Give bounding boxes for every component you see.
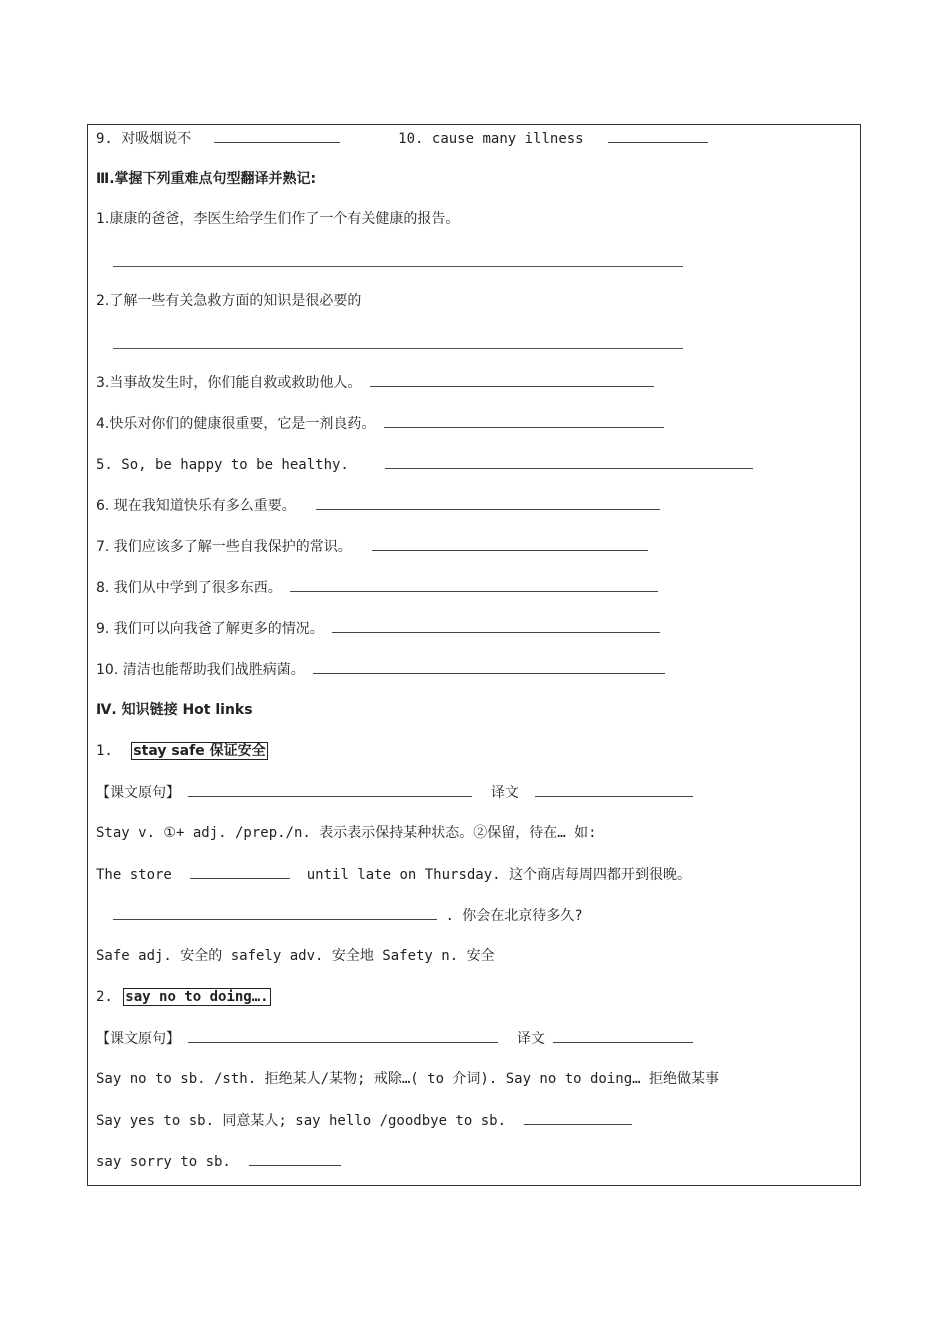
knowledge-2-original-label: 【课文原句】 <box>96 1031 180 1047</box>
knowledge-2-say-sorry-text: say sorry to sb. <box>96 1154 231 1170</box>
sentence-7: 7. 我们应该多了解一些自我保护的常识。 <box>96 539 352 555</box>
knowledge-2-say-yes-text: Say yes to sb. 同意某人; say hello /goodbye to sb. <box>96 1113 507 1129</box>
knowledge-1-heading <box>96 740 268 762</box>
sentence-3-blank[interactable] <box>370 371 654 387</box>
item-10-blank[interactable] <box>608 127 708 143</box>
sentence-5-blank[interactable] <box>385 453 753 469</box>
sentence-10: 10. 清洁也能帮助我们战胜病菌。 <box>96 662 305 678</box>
sentence-6: 6. 现在我知道快乐有多么重要。 <box>96 498 296 514</box>
sentence-10-row <box>96 658 665 680</box>
knowledge-1-original-row <box>96 781 693 803</box>
knowledge-2-translation-label: 译文 <box>516 1031 545 1047</box>
knowledge-2-explanation: Say no to sb. /sth. 拒绝某人/某物; 戒除…( to 介词). Say no to doing… 拒绝做某事 <box>96 1071 720 1087</box>
sentence-2: 2.了解一些有关急救方面的知识是很必要的 <box>96 293 362 309</box>
sentence-10-blank[interactable] <box>313 658 665 674</box>
item-row-9-10 <box>96 127 708 149</box>
knowledge-2-number: 2. <box>96 989 113 1005</box>
sentence-8: 8. 我们从中学到了很多东西。 <box>96 580 282 596</box>
item-9-blank[interactable] <box>214 127 340 143</box>
sentence-6-blank[interactable] <box>316 494 660 510</box>
knowledge-1-phrase-box: stay safe 保证安全 <box>133 743 266 759</box>
knowledge-1-translation-label: 译文 <box>490 785 519 801</box>
sentence-1: 1.康康的爸爸，李医生给学生们作了一个有关健康的报告。 <box>96 211 460 227</box>
section-4-title: Ⅳ. 知识链接 Hot links <box>96 702 253 718</box>
knowledge-2-original-blank[interactable] <box>188 1027 498 1043</box>
knowledge-1-example-2-blank[interactable] <box>113 904 437 920</box>
knowledge-2-say-sorry-row <box>96 1150 341 1172</box>
knowledge-1-example-1-pre: The store <box>96 867 172 883</box>
sentence-4-blank[interactable] <box>384 412 664 428</box>
sentence-9-blank[interactable] <box>332 617 660 633</box>
knowledge-1-example-2-post: . 你会在北京待多久? <box>445 908 583 924</box>
sentence-4-row <box>96 412 664 434</box>
knowledge-2-translation-blank[interactable] <box>553 1027 693 1043</box>
sentence-6-row <box>96 494 660 516</box>
knowledge-2-original-row <box>96 1027 693 1049</box>
knowledge-1-number: 1. <box>96 743 113 759</box>
sentence-1-answer-line[interactable] <box>113 266 683 267</box>
knowledge-2-phrase-box: say no to doing…. <box>125 989 269 1005</box>
sentence-3: 3.当事故发生时，你们能自救或救助他人。 <box>96 375 362 391</box>
sentence-7-blank[interactable] <box>372 535 648 551</box>
knowledge-1-example-1-row <box>96 863 691 885</box>
sentence-5-row <box>96 453 753 475</box>
sentence-4: 4.快乐对你们的健康很重要，它是一剂良药。 <box>96 416 376 432</box>
sentence-5: 5. So, be happy to be healthy. <box>96 457 349 473</box>
sentence-9: 9. 我们可以向我爸了解更多的情况。 <box>96 621 324 637</box>
section-3-title: Ⅲ.掌握下列重难点句型翻译并熟记: <box>96 171 317 187</box>
knowledge-2-say-sorry-blank[interactable] <box>249 1150 341 1166</box>
knowledge-1-word-forms: Safe adj. 安全的 safely adv. 安全地 Safety n. 安全 <box>96 948 495 964</box>
sentence-2-answer-line[interactable] <box>113 348 683 349</box>
item-9-text: 9. 对吸烟说不 <box>96 131 192 147</box>
knowledge-1-example-2-row <box>113 904 583 926</box>
sentence-3-row <box>96 371 654 393</box>
knowledge-2-say-yes-row <box>96 1109 632 1131</box>
sentence-7-row <box>96 535 648 557</box>
knowledge-1-original-label: 【课文原句】 <box>96 785 180 801</box>
sentence-8-blank[interactable] <box>290 576 658 592</box>
knowledge-1-original-blank[interactable] <box>188 781 472 797</box>
knowledge-1-translation-blank[interactable] <box>535 781 693 797</box>
knowledge-1-example-1-post: until late on Thursday. 这个商店每周四都开到很晚。 <box>306 867 692 883</box>
knowledge-1-explanation: Stay v. ①+ adj. /prep./n. 表示表示保持某种状态。②保留，待在… 如: <box>96 825 597 841</box>
sentence-8-row <box>96 576 658 598</box>
knowledge-2-heading <box>96 986 271 1008</box>
sentence-9-row <box>96 617 660 639</box>
knowledge-1-example-1-blank[interactable] <box>190 863 290 879</box>
knowledge-2-say-yes-blank[interactable] <box>524 1109 632 1125</box>
item-10-text: 10. cause many illness <box>398 131 584 147</box>
